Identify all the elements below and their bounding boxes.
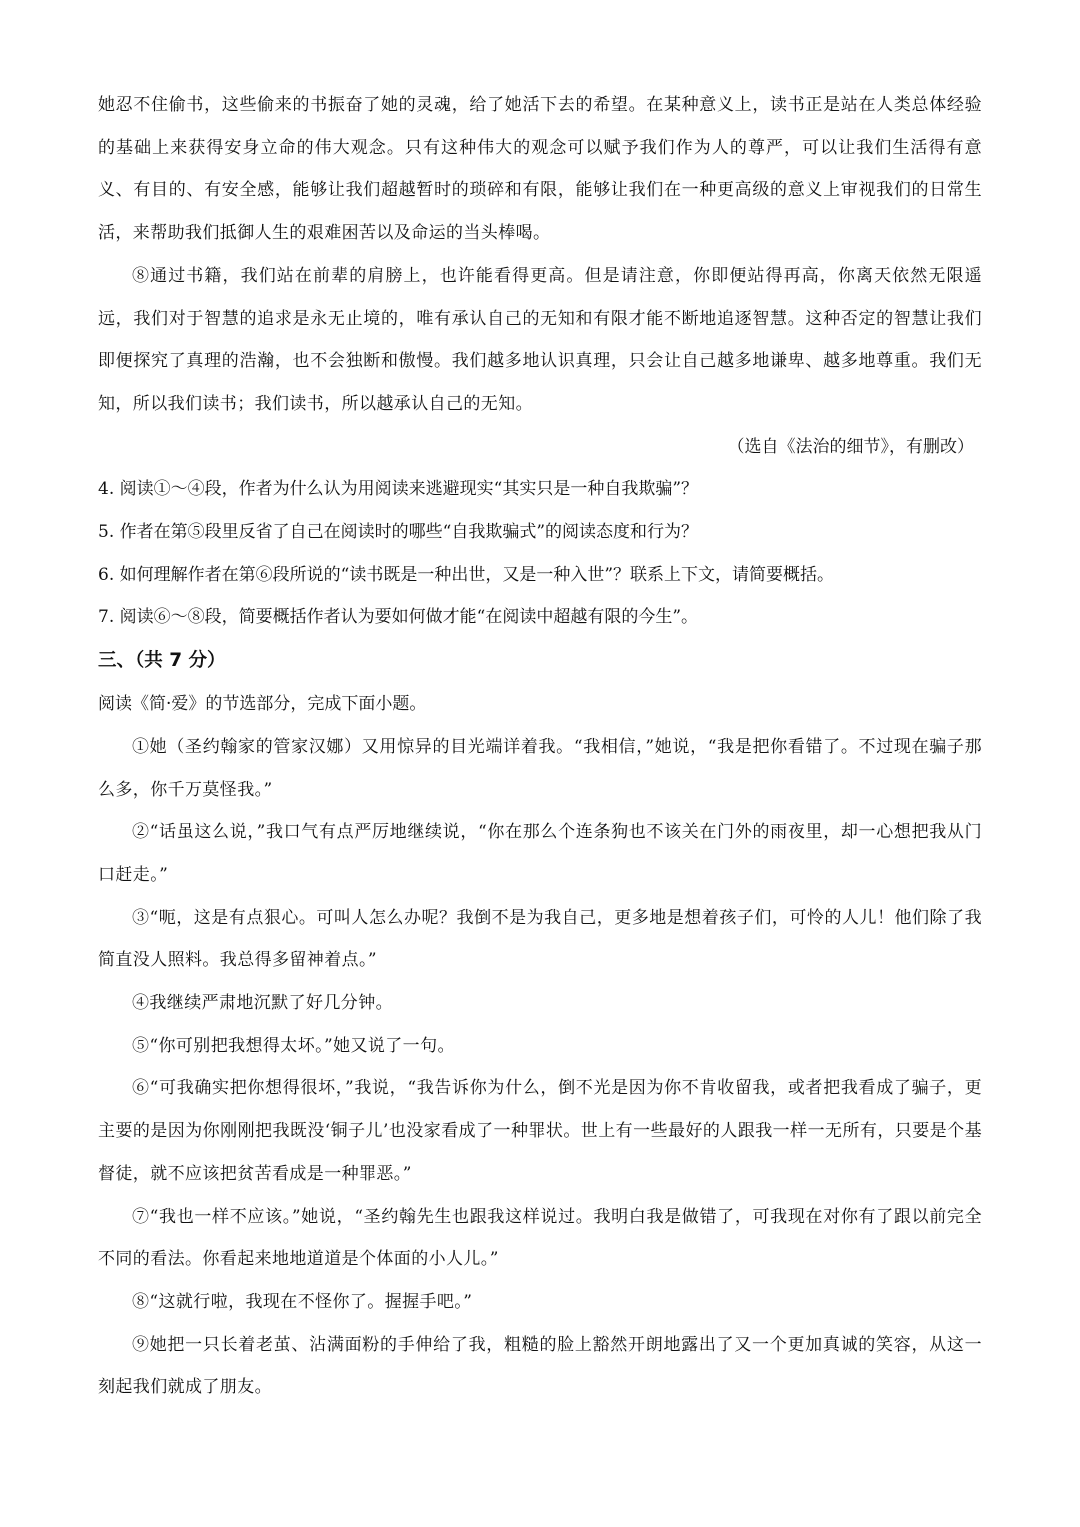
passage-paragraph: ⑧通过书籍，我们站在前辈的肩膀上，也许能看得更高。但是请注意，你即便站得再高，你离天依然无限遥远，我们对于智慧的追求是永无止境的，唯有承认自己的无知和有限才能不断地追逐智慧。这种否定的智慧让我们即便探究了真理的浩瀚，也不会独断和傲慢。我们越多地认识真理，只会让自己越多地谦卑、越多地尊重。我们无知，所以我们读书；我们读书，所以越承认自己的无知。 [98, 265, 982, 414]
question-list [98, 468, 982, 639]
passage-source: （选自《法治的细节》，有删改） [727, 436, 974, 457]
excerpt-paragraph: ④我继续严肃地沉默了好几分钟。 [132, 993, 393, 1014]
section-title: 三、（共 7 分） [98, 650, 226, 672]
question-item: 5. 作者在第⑤段里反省了自己在阅读时的哪些“自我欺骗式”的阅读态度和行为？ [98, 522, 699, 543]
exam-page [98, 84, 982, 1409]
excerpt-paragraph: ⑨她把一只长着老茧、沾满面粉的手伸给了我，粗糙的脸上豁然开朗地露出了又一个更加真诚的笑容，从这一刻起我们就成了朋友。 [98, 1334, 982, 1398]
question-item: 4. 阅读①～④段，作者为什么认为用阅读来逃避现实“其实只是一种自我欺骗”？ [98, 479, 699, 500]
excerpt-paragraph: ⑤“你可别把我想得太坏。”她又说了一句。 [132, 1035, 455, 1056]
question-item: 6. 如何理解作者在第⑥段所说的“读书既是一种出世，又是一种入世”？联系上下文，请简要概括。 [98, 564, 835, 585]
passage-paragraph: 她忍不住偷书，这些偷来的书振奋了她的灵魂，给了她活下去的希望。在某种意义上，读书正是站在人类总体经验的基础上来获得安身立命的伟大观念。只有这种伟大的观念可以赋予我们作为人的尊严，可以让我们生活得有意义、有目的、有安全感，能够让我们超越暂时的琐碎和有限，能够让我们在一种更高级的意义上审视我们的日常生活，来帮助我们抵御人生的艰难困苦以及命运的当头棒喝。 [98, 95, 982, 244]
question-item: 7. 阅读⑥～⑧段，简要概括作者认为要如何做才能“在阅读中超越有限的今生”。 [98, 607, 699, 628]
excerpt-paragraph: ⑦“我也一样不应该。”她说，“圣约翰先生也跟我这样说过。我明白我是做错了，可我现在对你有了跟以前完全不同的看法。你看起来地地道道是个体面的小人儿。” [98, 1206, 982, 1270]
excerpt-paragraph: ⑥“可我确实把你想得很坏，”我说，“我告诉你为什么，倒不光是因为你不肯收留我，或者把我看成了骗子，更主要的是因为你刚刚把我既没‘铜子儿’也没家看成了一种罪状。世上有一些最好的人跟我一样一无所有，只要是个基督徒，就不应该把贫苦看成是一种罪恶。” [98, 1078, 982, 1184]
excerpt-paragraph: ①她（圣约翰家的管家汉娜）又用惊异的目光端详着我。“我相信，”她说，“我是把你看错了。不过现在骗子那么多，你千万莫怪我。” [98, 736, 982, 800]
excerpt-paragraph: ⑧“这就行啦，我现在不怪你了。握握手吧。” [132, 1291, 473, 1312]
section-intro: 阅读《简·爱》的节选部分，完成下面小题。 [98, 694, 427, 715]
excerpt-paragraph: ②“话虽这么说，”我口气有点严厉地继续说，“你在那么个连条狗也不该关在门外的雨夜里，却一心想把我从门口赶走。” [98, 822, 982, 885]
jane-eyre-excerpt [98, 726, 982, 1409]
excerpt-paragraph: ③“呃，这是有点狠心。可叫人怎么办呢？我倒不是为我自己，更多地是想着孩子们，可怜的人儿！他们除了我简直没人照料。我总得多留神着点。” [98, 907, 982, 971]
